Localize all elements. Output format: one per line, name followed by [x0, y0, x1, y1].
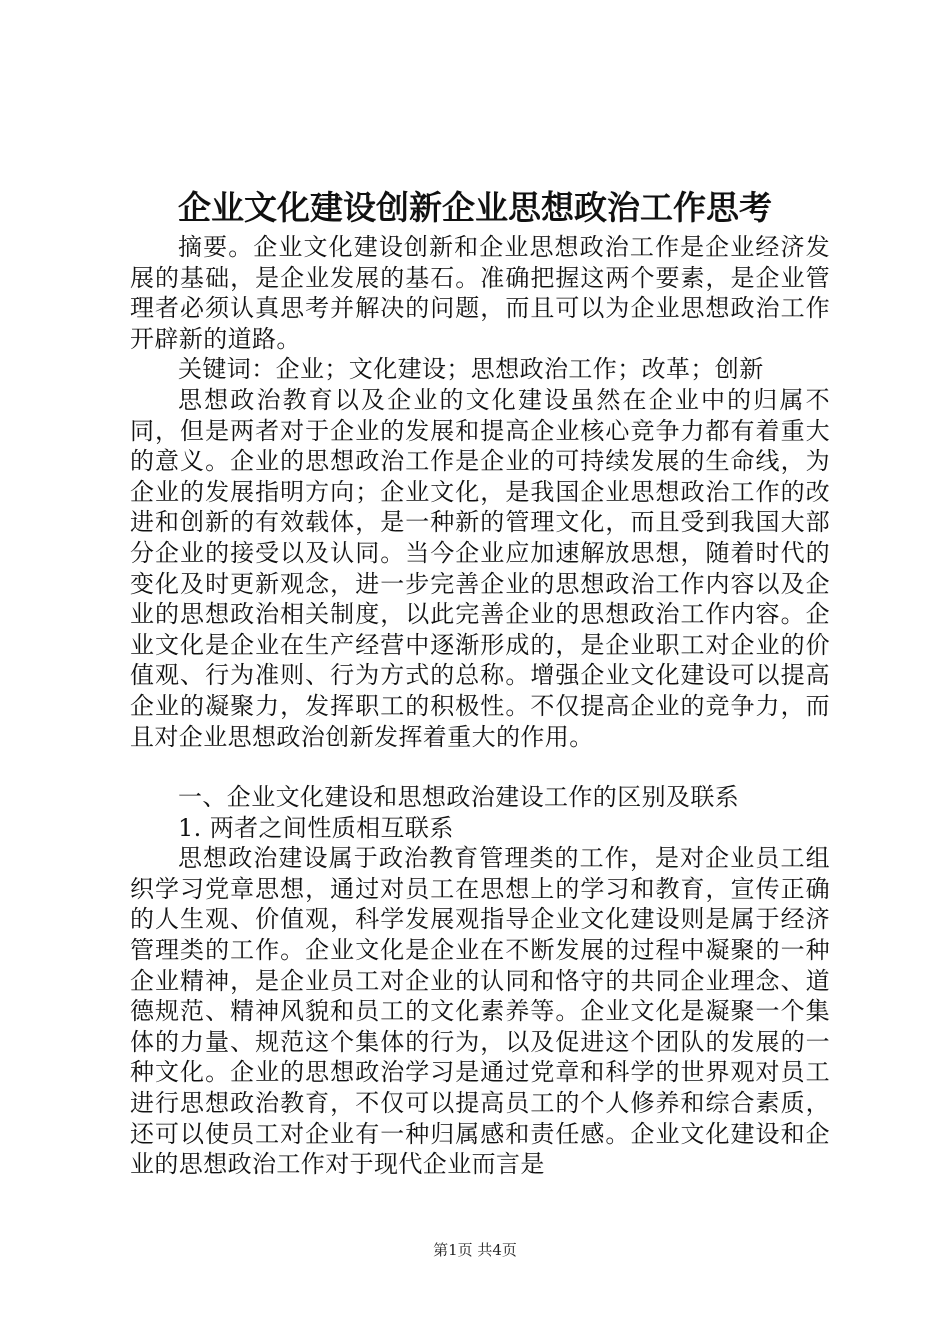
page-footer: 第1页 共4页	[433, 1241, 517, 1259]
intro-paragraph: 思想政治教育以及企业的文化建设虽然在企业中的归属不同，但是两者对于企业的发展和提高企业核心竞争力都有着重大的意义。企业的思想政治工作是企业的可持续发展的生命线，为企业的发展指明方向；企业文化，是我国企业思想政治工作的改进和创新的有效载体，是一种新的管理文化，而且受到我国大部分企业的接受以及认同。当今企业应加速解放思想，随着时代的变化及时更新观念，进一步完善企业的思想政治工作内容以及企业的思想政治相关制度，以此完善企业的思想政治工作内容。企业文化是企业在生产经营中逐渐形成的，是企业职工对企业的价值观、行为准则、行为方式的总称。增强企业文化建设可以提高企业的凝聚力，发挥职工的积极性。不仅提高企业的竞争力，而且对企业思想政治创新发挥着重大的作用。	[130, 385, 830, 751]
subsection-heading: 1. 两者之间性质相互联系	[178, 813, 454, 842]
paragraph-gap	[130, 752, 830, 782]
section-heading: 一、企业文化建设和思想政治建设工作的区别及联系	[178, 783, 740, 812]
keywords-line: 关键词：企业；文化建设；思想政治工作；改革；创新	[178, 355, 764, 384]
document-body	[130, 232, 830, 1180]
section-paragraph: 思想政治建设属于政治教育管理类的工作，是对企业员工组织学习党章思想，通过对员工在思想上的学习和教育，宣传正确的人生观、价值观，科学发展观指导企业文化建设则是属于经济管理类的工作。企业文化是企业在不断发展的过程中凝聚的一种企业精神，是企业员工对企业的认同和恪守的共同企业理念、道德规范、精神风貌和员工的文化素养等。企业文化是凝聚一个集体的力量、规范这个集体的行为，以及促进这个团队的发展的一种文化。企业的思想政治学习是通过党章和科学的世界观对员工进行思想政治教育，不仅可以提高员工的个人修养和综合素质，还可以使员工对企业有一种归属感和责任感。企业文化建设和企业的思想政治工作对于现代企业而言是	[130, 844, 830, 1179]
abstract-paragraph: 摘要。企业文化建设创新和企业思想政治工作是企业经济发展的基础，是企业发展的基石。准确把握这两个要素，是企业管理者必须认真思考并解决的问题，而且可以为企业思想政治工作开辟新的道路。	[130, 233, 830, 353]
document-title: 企业文化建设创新企业思想政治工作思考	[178, 188, 772, 227]
